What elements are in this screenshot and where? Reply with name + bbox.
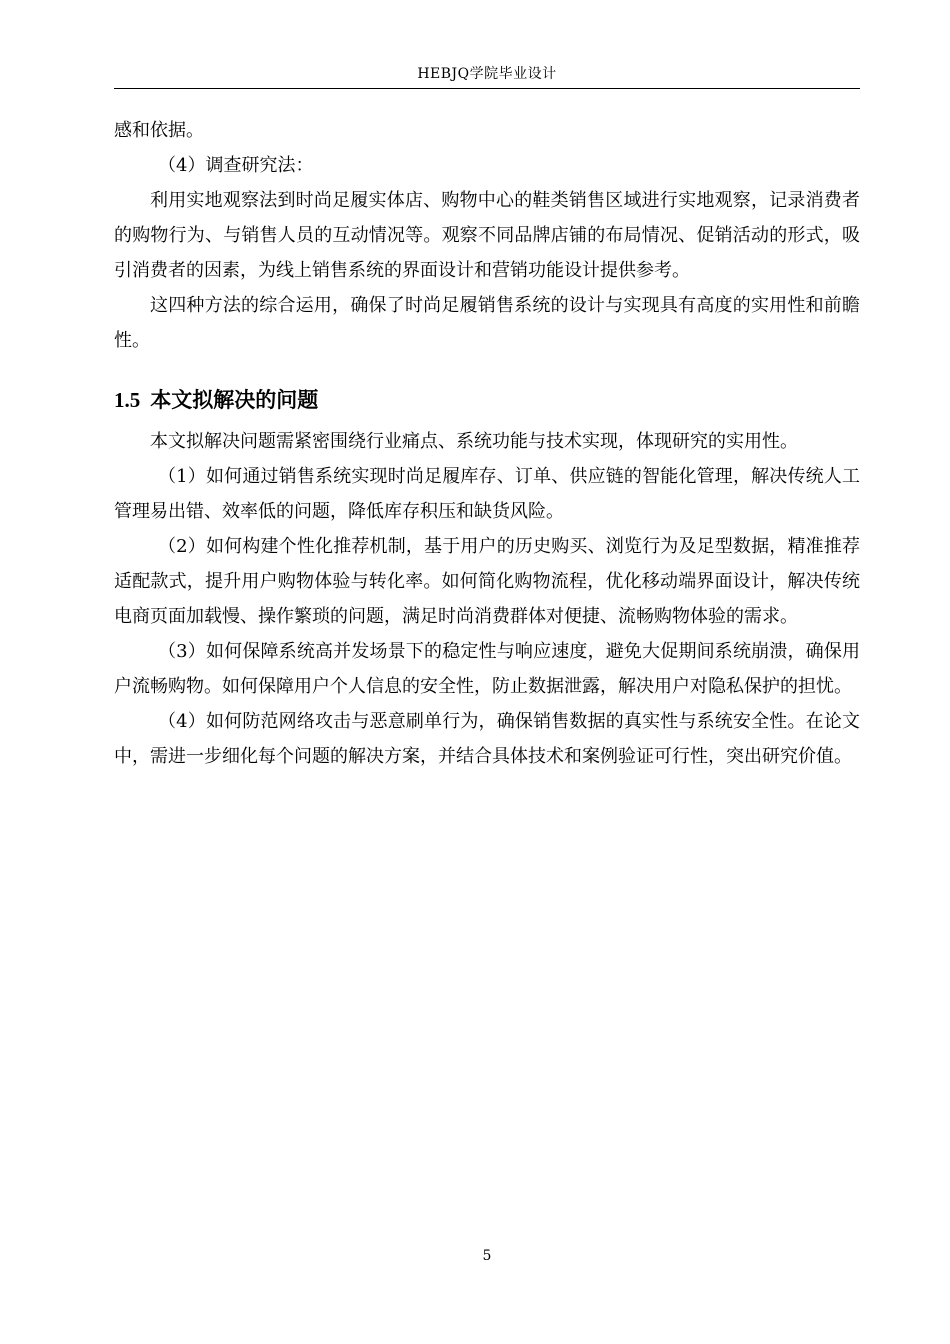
paragraph-summary: 这四种方法的综合运用，确保了时尚足履销售系统的设计与实现具有高度的实用性和前瞻性。 — [114, 295, 860, 351]
paragraph-item-4: （4）如何防范网络攻击与恶意刷单行为，确保销售数据的真实性与系统安全性。在论文中，需进一步细化每个问题的解决方案，并结合具体技术和案例验证可行性，突出研究价值。 — [114, 711, 860, 767]
paragraph-observation: 利用实地观察法到时尚足履实体店、购物中心的鞋类销售区域进行实地观察，记录消费者的购物行为、与销售人员的互动情况等。观察不同品牌店铺的布局情况、促销活动的形式，吸引消费者的因素，为线上销售系统的界面设计和营销功能设计提供参考。 — [114, 190, 860, 281]
paragraph-item-3: （3）如何保障系统高并发场景下的稳定性与响应速度，避免大促期间系统崩溃，确保用户流畅购物。如何保障用户个人信息的安全性，防止数据泄露，解决用户对隐私保护的担忧。 — [114, 641, 860, 697]
body-block-2 — [114, 424, 860, 774]
page-number: 5 — [482, 1248, 492, 1264]
section-number: 1.5 — [114, 388, 141, 412]
paragraph-continuation: 感和依据。 — [114, 120, 204, 141]
paragraph-intro: 本文拟解决问题需紧密围绕行业痛点、系统功能与技术实现，体现研究的实用性。 — [150, 431, 798, 452]
paragraph-item-2: （2）如何构建个性化推荐机制，基于用户的历史购买、浏览行为及足型数据，精准推荐适配款式，提升用户购物体验与转化率。如何简化购物流程，优化移动端界面设计，解决传统电商页面加载慢、操作繁琐的问题，满足时尚消费群体对便捷、流畅购物体验的需求。 — [114, 536, 860, 627]
paragraph-item-1: （1）如何通过销售系统实现时尚足履库存、订单、供应链的智能化管理，解决传统人工管理易出错、效率低的问题，降低库存积压和缺货风险。 — [114, 466, 860, 522]
header-rule — [114, 88, 860, 89]
body-block-1 — [114, 113, 860, 358]
page-header: HEBJQ学院毕业设计 — [417, 66, 557, 82]
section-heading — [114, 384, 860, 416]
paragraph-method-4-heading: （4）调查研究法： — [158, 155, 314, 176]
section-title: 本文拟解决的问题 — [150, 388, 319, 412]
